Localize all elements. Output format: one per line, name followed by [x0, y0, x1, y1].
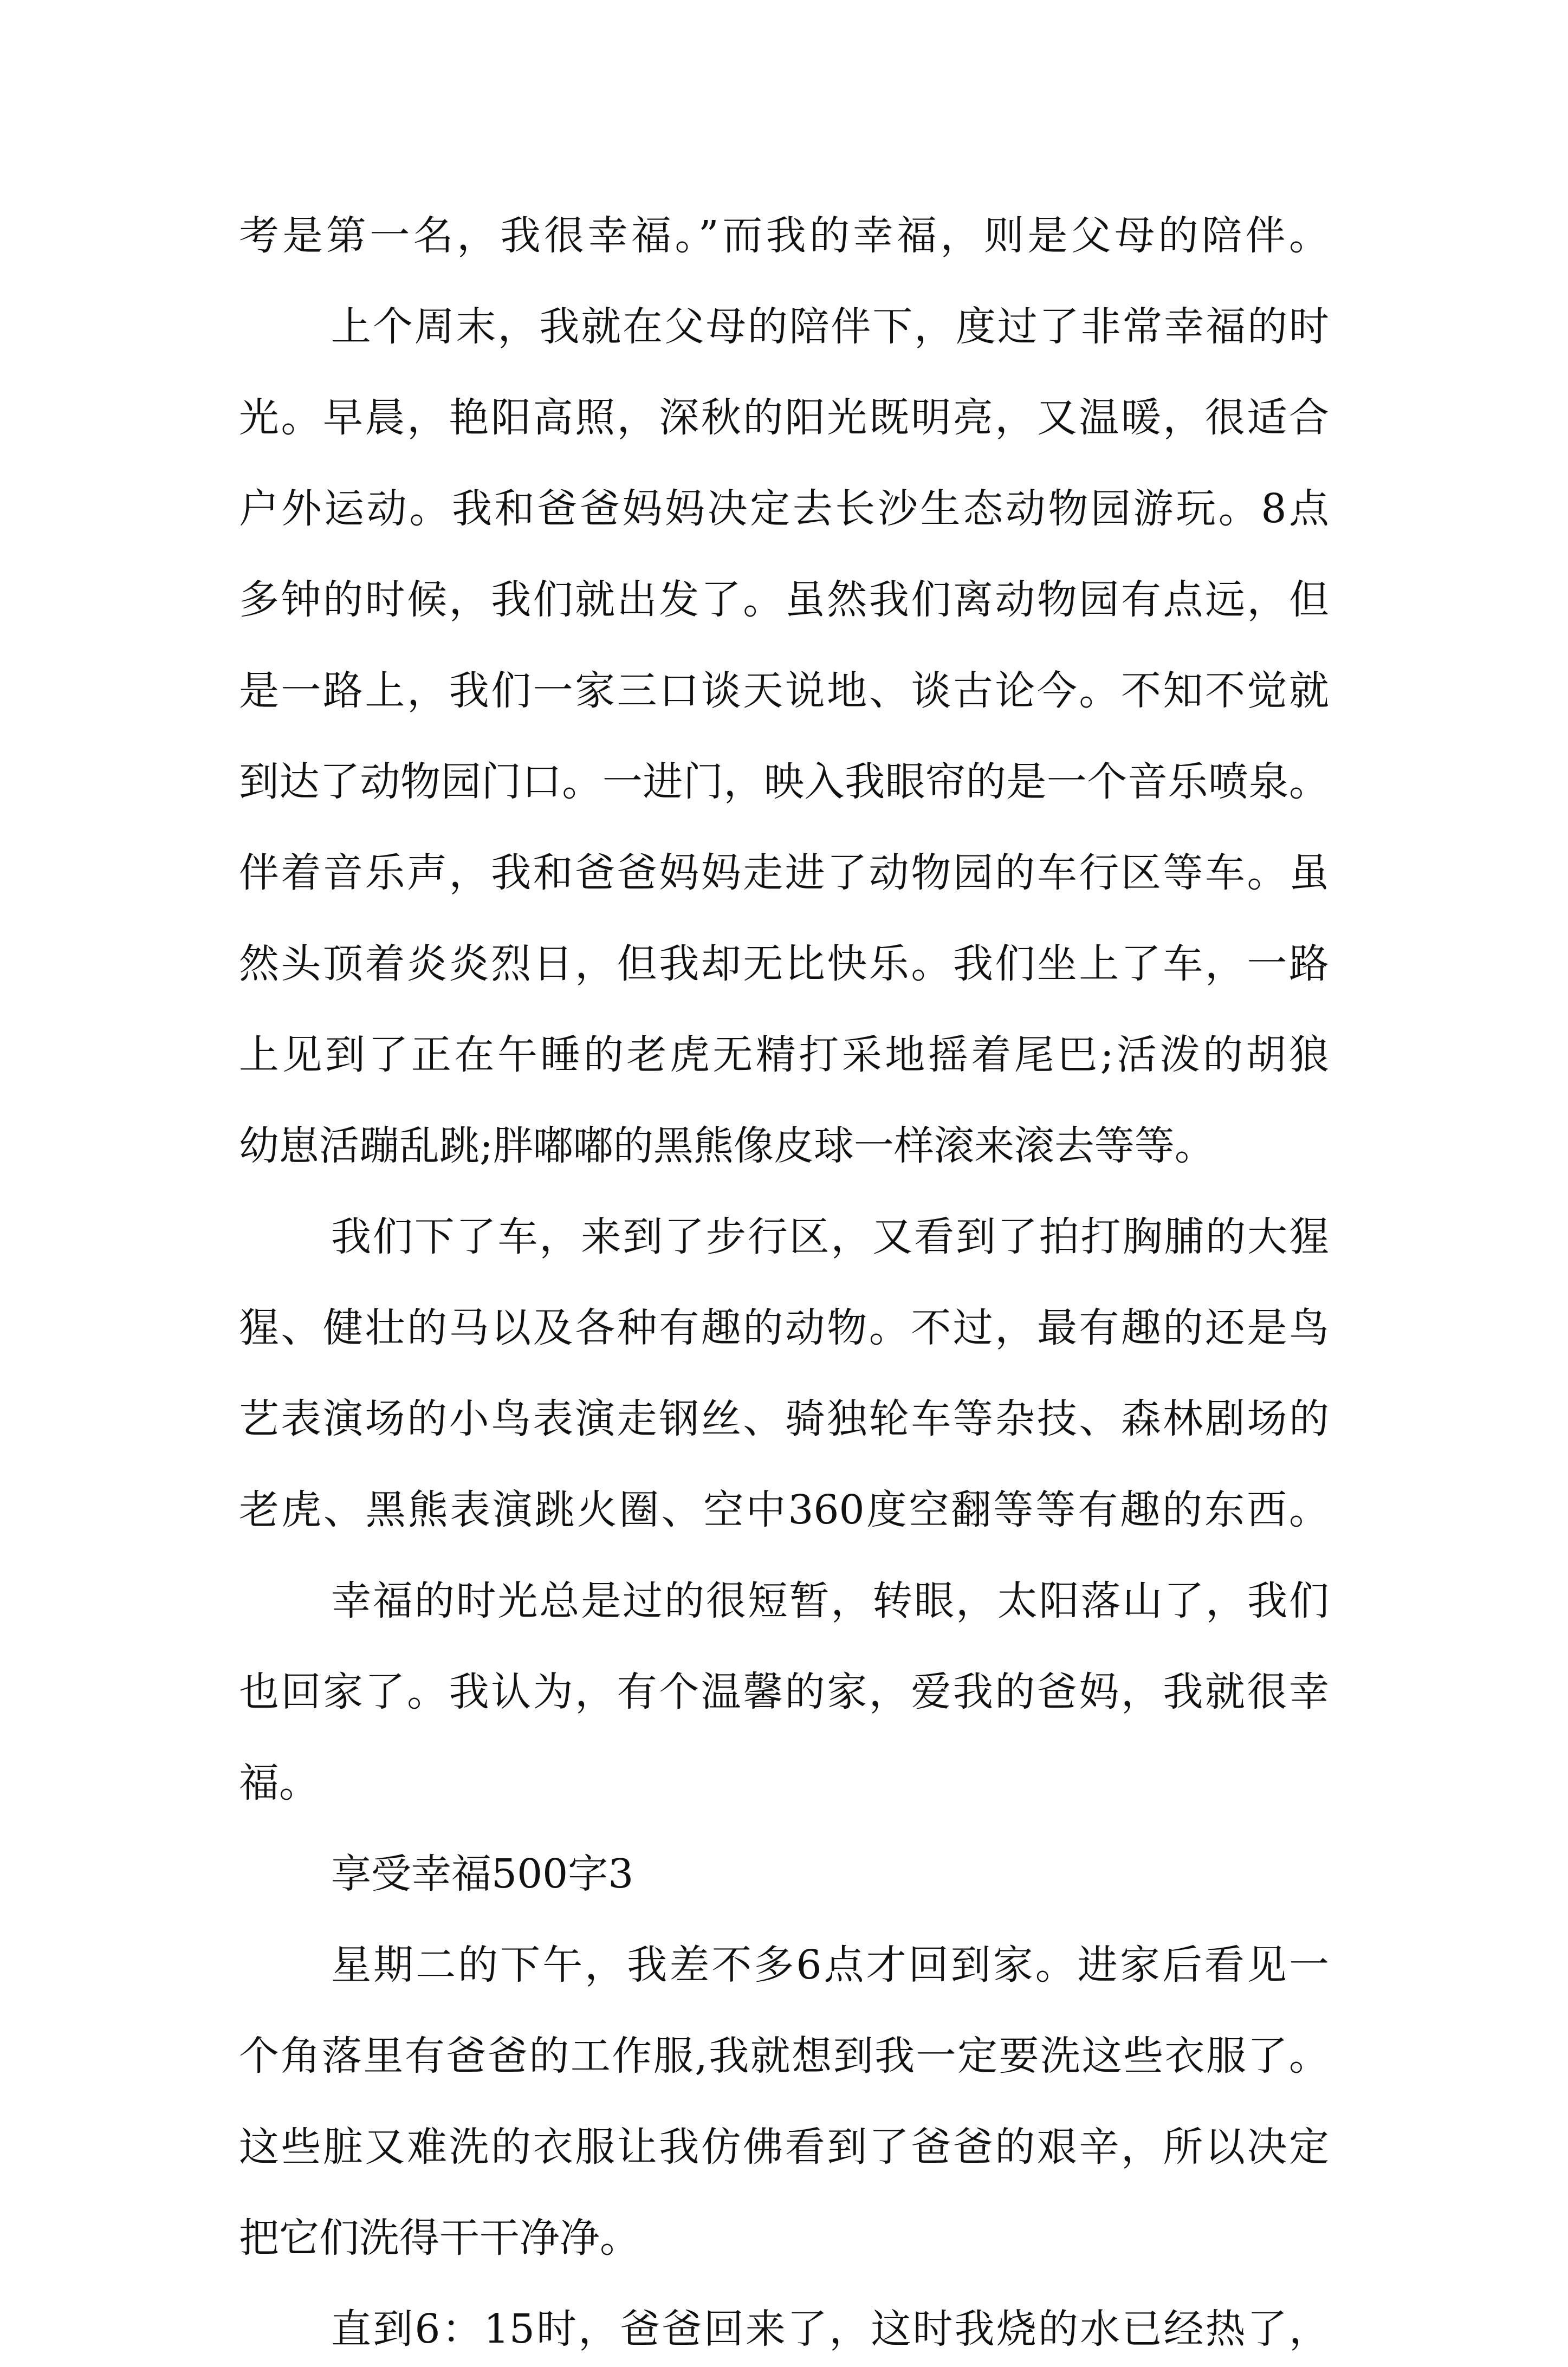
paragraph-2-line-3: 户外运动。我和爸爸妈妈决定去长沙生态动物园游玩。8点: [239, 485, 1329, 532]
paragraph-3-line-2: 猩、健壮的马以及各种有趣的动物。不过，最有趣的还是鸟: [239, 1305, 1329, 1351]
paragraph-3-line-4: 老虎、黑熊表演跳火圈、空中360度空翻等等有趣的东西。: [239, 1487, 1329, 1533]
paragraph-5-line-4: 把它们洗得干干净净。: [239, 2215, 640, 2261]
paragraph-5-line-3: 这些脏又难洗的衣服让我仿佛看到了爸爸的艰辛，所以决定: [239, 2124, 1329, 2170]
paragraph-5-line-1: 星期二的下午，我差不多6点才回到家。进家后看见一: [331, 1942, 1329, 1988]
paragraph-2-line-8: 然头顶着炎炎烈日，但我却无比快乐。我们坐上了车，一路: [239, 941, 1329, 987]
paragraph-2-line-9: 上见到了正在午睡的老虎无精打采地摇着尾巴;活泼的胡狼: [239, 1032, 1329, 1078]
paragraph-2-line-1: 上个周末，我就在父母的陪伴下，度过了非常幸福的时: [331, 303, 1329, 350]
paragraph-6-line-1: 直到6：15时，爸爸回来了，这时我烧的水已经热了，: [331, 2306, 1329, 2352]
paragraph-2-line-5: 是一路上，我们一家三口谈天说地、谈古论今。不知不觉就: [239, 667, 1329, 714]
paragraph-3-line-1: 我们下了车，来到了步行区，又看到了拍打胸脯的大猩: [331, 1214, 1329, 1260]
paragraph-4-line-3: 福。: [239, 1760, 319, 1806]
paragraph-2-line-4: 多钟的时候，我们就出发了。虽然我们离动物园有点远，但: [239, 576, 1329, 623]
section-heading: 享受幸福500字3: [331, 1851, 634, 1897]
paragraph-4-line-1: 幸福的时光总是过的很短暂，转眼，太阳落山了，我们: [331, 1578, 1329, 1624]
paragraph-5-line-2: 个角落里有爸爸的工作服,我就想到我一定要洗这些衣服了。: [239, 2033, 1329, 2079]
paragraph-4-line-2: 也回家了。我认为，有个温馨的家，爱我的爸妈，我就很幸: [239, 1669, 1329, 1715]
paragraph-2-line-7: 伴着音乐声，我和爸爸妈妈走进了动物园的车行区等车。虽: [239, 849, 1329, 896]
paragraph-3-line-3: 艺表演场的小鸟表演走钢丝、骑独轮车等杂技、森林剧场的: [239, 1396, 1329, 1442]
paragraph-1-line-1: 考是第一名，我很幸福。”而我的幸福，则是父母的陪伴。: [239, 212, 1329, 259]
paragraph-2-line-6: 到达了动物园门口。一进门，映入我眼帘的是一个音乐喷泉。: [239, 758, 1329, 805]
paragraph-2-line-10: 幼崽活蹦乱跳;胖嘟嘟的黑熊像皮球一样滚来滚去等等。: [239, 1123, 1215, 1169]
paragraph-2-line-2: 光。早晨，艳阳高照，深秋的阳光既明亮，又温暖，很适合: [239, 394, 1329, 441]
